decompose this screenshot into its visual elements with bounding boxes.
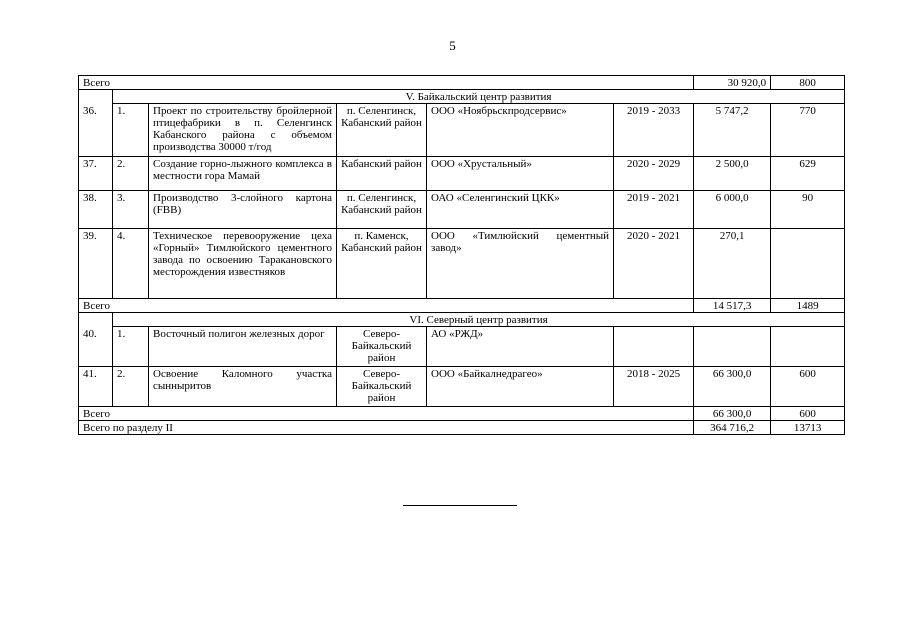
project-organization: ООО «Байкалнедрагео» [427,367,614,407]
project-location: Кабанский район [337,157,427,191]
section-header-row [79,90,845,104]
total-amount: 30 920,0 [694,76,771,90]
row-number: 37. [79,157,113,191]
project-organization: ООО «Тимлюйский цементный завод» [427,229,614,299]
project-jobs: 90 [771,191,845,229]
row-sub-number: 1. [113,327,149,367]
project-jobs: 600 [771,367,845,407]
row-number: 40. [79,327,113,367]
project-organization: ОАО «Селенгинский ЦКК» [427,191,614,229]
project-jobs: 629 [771,157,845,191]
table-row [79,191,845,229]
project-name: Создание горно-лыжного комплекса в местности гора Мамай [149,157,337,191]
total-amount: 14 517,3 [694,299,771,313]
total-jobs: 600 [771,407,845,421]
table-row [79,407,845,421]
investment-projects-table [78,75,845,435]
section-total-jobs: 13713 [771,421,845,435]
row-sub-number: 1. [113,104,149,157]
table-row [79,327,845,367]
project-name: Освоение Каломного участка сынныритов [149,367,337,407]
total-jobs: 1489 [771,299,845,313]
total-jobs: 800 [771,76,845,90]
section-total-amount: 364 716,2 [694,421,771,435]
project-name: Производство 3-слойного картона (FBB) [149,191,337,229]
row-sub-number: 2. [113,367,149,407]
project-period [614,327,694,367]
end-rule [403,505,517,506]
table-row [79,229,845,299]
project-amount [694,327,771,367]
table-row [79,299,845,313]
table-row [79,104,845,157]
project-location: п. Каменск, Кабанский район [337,229,427,299]
total-amount: 66 300,0 [694,407,771,421]
project-amount: 66 300,0 [694,367,771,407]
total-label: Всего [79,407,694,421]
project-location: Северо-Байкальский район [337,327,427,367]
project-amount: 2 500,0 [694,157,771,191]
section-total-label: Всего по разделу II [79,421,694,435]
project-organization: АО «РЖД» [427,327,614,367]
project-name: Восточный полигон железных дорог [149,327,337,367]
project-amount: 6 000,0 [694,191,771,229]
project-organization: ООО «Хрустальный» [427,157,614,191]
table-row [79,367,845,407]
row-number: 41. [79,367,113,407]
table-row [79,76,845,90]
section-title: V. Байкальский центр развития [113,90,845,104]
project-location: п. Селенгинск, Кабанский район [337,191,427,229]
project-organization: ООО «Ноябрьскпродсервис» [427,104,614,157]
project-period: 2018 - 2025 [614,367,694,407]
project-period: 2020 - 2029 [614,157,694,191]
row-number: 36. [79,104,113,157]
row-sub-number: 4. [113,229,149,299]
total-label: Всего [79,76,694,90]
row-sub-number: 3. [113,191,149,229]
project-period: 2019 - 2021 [614,191,694,229]
project-period: 2019 - 2033 [614,104,694,157]
project-name: Техническое перевооружение цеха «Горный» Тимлюйского цементного завода по освоению Таракановского месторождения известняков [149,229,337,299]
row-number: 39. [79,229,113,299]
project-period: 2020 - 2021 [614,229,694,299]
table-row [79,157,845,191]
row-sub-number: 2. [113,157,149,191]
section-header-row [79,313,845,327]
project-location: п. Селенгинск, Кабанский район [337,104,427,157]
project-jobs: 770 [771,104,845,157]
total-label: Всего [79,299,694,313]
row-number: 38. [79,191,113,229]
project-amount: 270,1 [694,229,771,299]
project-jobs [771,327,845,367]
table-row [79,421,845,435]
project-amount: 5 747,2 [694,104,771,157]
project-location: Северо-Байкальский район [337,367,427,407]
page-number: 5 [449,38,456,53]
project-jobs [771,229,845,299]
project-name: Проект по строительству бройлерной птицефабрики в п. Селенгинск Кабанского района с объемом производства 30000 т/год [149,104,337,157]
section-title: VI. Северный центр развития [113,313,845,327]
